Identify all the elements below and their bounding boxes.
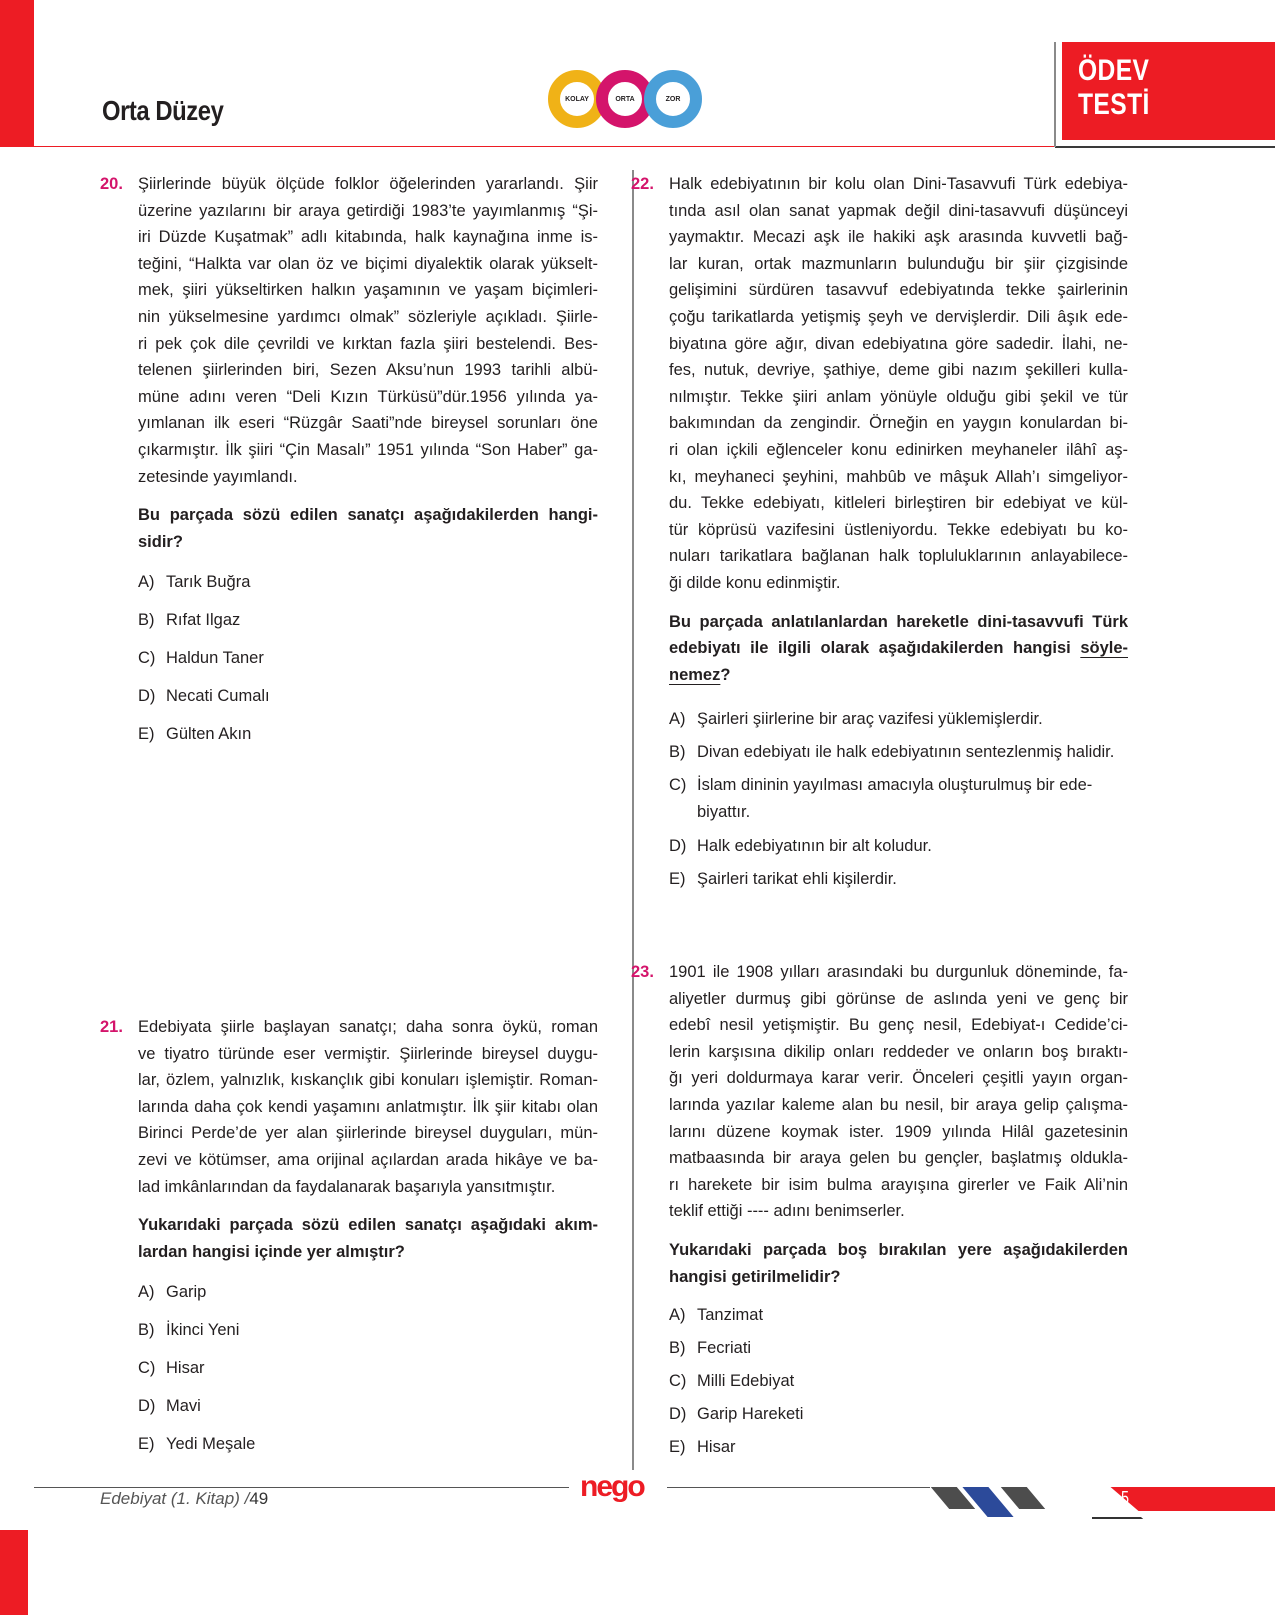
passage-line: larını düzene koymak ister. 1909 yılında Hilâl gazetesinin xyxy=(669,1122,1128,1141)
question-23 xyxy=(631,959,1128,1467)
option-text: Halk edebiyatının bir alt koludur. xyxy=(697,837,932,856)
homework-test-badge xyxy=(1062,42,1275,140)
passage-line: du. Tekke edebiyatı, kitleleri birleştiren bir edebiyat ve kül- xyxy=(669,494,1128,513)
passage-line: teklif ettiği ---- adını benimserler. xyxy=(669,1202,905,1221)
option-letter: E) xyxy=(669,1438,686,1457)
passage-line: larında yazılar kaleme alan bu nesil, bir araya gelip çalışma- xyxy=(669,1095,1128,1114)
option-c[interactable] xyxy=(138,1355,598,1393)
option-text: Gülten Akın xyxy=(166,725,252,744)
passage-line: Şiirlerinde büyük ölçüde folklor öğelerinden yararlandı. Şiir xyxy=(138,175,598,193)
difficulty-label-orta: ORTA xyxy=(615,95,635,103)
option-letter: A) xyxy=(669,1306,686,1325)
passage-line: ği dilde konu edinmiştir. xyxy=(669,573,841,592)
difficulty-ring-zor xyxy=(644,70,702,128)
passage-line: ve tiyatro türünde eser vermiştir. Şiirlerinde bireysel duygu- xyxy=(138,1044,598,1063)
stem-line xyxy=(669,662,1128,689)
passage-line: rı harekete bir isim bulma arayışına girerler ve Faik Ali’nin xyxy=(669,1175,1128,1194)
passage-line: lerin karşısına dikilip onları reddeder ve onların boş bıraktı- xyxy=(669,1042,1128,1061)
passage-line: edebî nesil yetişmiştir. Bu genç nesil, Edebiyat-ı Cedide’ci- xyxy=(669,1016,1128,1035)
question-passage xyxy=(669,171,1128,597)
footer-divider-left xyxy=(34,1487,569,1488)
option-d[interactable] xyxy=(669,1401,1128,1434)
passage-line: yımlanan ilk eseri “Rüzgâr Saati”nde bireysel sorunları öne xyxy=(138,414,598,433)
option-text: Rıfat Ilgaz xyxy=(166,611,241,630)
option-c[interactable] xyxy=(138,645,598,683)
option-text: İkinci Yeni xyxy=(166,1321,240,1340)
option-text: Haldun Taner xyxy=(166,649,264,668)
option-letter: B) xyxy=(669,743,686,762)
answer-options xyxy=(138,569,598,759)
option-text-line: İslam dininin yayılması amacıyla oluşturulmuş bir ede- xyxy=(697,776,1093,795)
stem-text: ? xyxy=(720,665,731,684)
stem-line: lardan hangisi içinde yer almıştır? xyxy=(138,1242,405,1261)
passage-line: teğini, “Halkta var olan öz ve biçimi diyalektik olarak yükselt- xyxy=(138,254,598,273)
option-a[interactable] xyxy=(138,569,598,607)
passage-line: fes, nutuk, devriye, şathiye, deme gibi nazım şekilleri kulla- xyxy=(669,361,1128,380)
passage-line: biyatına göre ağır, divan edebiyatına göre sadedir. İlahi, ne- xyxy=(669,334,1128,353)
stem-emphasis-underlined: söyle- xyxy=(1080,639,1128,658)
option-text: Garip Hareketi xyxy=(697,1405,804,1424)
passage-line: lar, özlem, yalnızlık, kıskançlık gibi konuları işlemiştir. Roman- xyxy=(138,1071,598,1090)
option-letter: A) xyxy=(669,710,686,729)
passage-line: zevi ve kötümser, ama orijinal açılardan arada hikâye ve ba- xyxy=(138,1150,598,1169)
question-22 xyxy=(631,171,1128,899)
option-letter: A) xyxy=(138,1283,155,1302)
passage-line: Halk edebiyatının bir kolu olan Dini-Tasavvufi Türk edebiya- xyxy=(669,175,1128,193)
option-text: Şairleri şiirlerine bir araç vazifesi yüklemişlerdir. xyxy=(697,710,1043,729)
question-passage xyxy=(669,959,1128,1225)
passage-line: nılmıştır. Tekke şiiri anlam yönüyle olduğu gibi şekil ve tür xyxy=(669,387,1128,406)
publisher-logo: nego xyxy=(580,1470,644,1503)
stripe-dark xyxy=(1001,1487,1045,1509)
option-text: Yedi Meşale xyxy=(166,1435,256,1454)
passage-line: tında asıl olan sanat yapmak değil dini-tasavvufi düşünceyi xyxy=(669,201,1128,220)
level-title: Orta Düzey xyxy=(102,95,224,126)
question-stem xyxy=(669,609,1128,689)
option-d[interactable] xyxy=(138,1393,598,1431)
option-b[interactable] xyxy=(669,739,1128,772)
passage-line: tür köprüsü vazifesini üstleniyordu. Tekke edebiyatı bu ko- xyxy=(669,520,1128,539)
stem-line: Yukarıdaki parçada boş bırakılan yere aşağıdakilerden xyxy=(669,1240,1128,1259)
option-text: Garip xyxy=(166,1283,207,1302)
option-text: Necati Cumalı xyxy=(166,687,270,706)
question-number: 23. xyxy=(631,963,654,981)
option-b[interactable] xyxy=(138,607,598,645)
badge-line-2: TESTİ xyxy=(1078,88,1150,121)
option-letter: E) xyxy=(669,870,686,889)
book-reference xyxy=(100,1489,268,1509)
passage-line: lar kuran, ortak mazmunların bulunduğu bir şiir çizgisinde xyxy=(669,254,1128,273)
stem-line: hangisi getirilmelidir? xyxy=(669,1267,841,1286)
option-text: Hisar xyxy=(697,1438,736,1457)
passage-line: zetesinde yayımlandı. xyxy=(138,467,298,486)
passage-line: çıkarmıştır. İlk şiiri “Çin Masalı” 1951 yılında “Son Haber” ga- xyxy=(138,440,598,459)
option-letter: D) xyxy=(669,1405,687,1424)
option-d[interactable] xyxy=(669,833,1128,866)
test-number: 5 xyxy=(1121,1488,1130,1508)
option-b[interactable] xyxy=(138,1317,598,1355)
question-number: 20. xyxy=(100,175,123,193)
stem-line: Bu parçada sözü edilen sanatçı aşağıdakilerden hangi- xyxy=(138,506,598,525)
stem-line: sidir? xyxy=(138,532,183,551)
passage-line: larında daha çok kendi yaşamını anlatmıştır. İlk şiir kitabı olan xyxy=(138,1097,598,1116)
passage-line: müne adını veren “Deli Kızın Türküsü”dür.1956 yılında ya- xyxy=(138,387,598,406)
option-e[interactable] xyxy=(669,1434,1128,1467)
passage-line: mek, şiiri yükseltirken halkın yaşamının ve yaşam biçimleri- xyxy=(138,281,598,300)
stem-emphasis-underlined: nemez xyxy=(669,665,721,684)
option-letter: B) xyxy=(138,611,155,630)
stem-line xyxy=(669,635,1128,662)
option-text: Hisar xyxy=(166,1359,205,1378)
red-accent-bar-top xyxy=(0,0,34,147)
homework-box-edge xyxy=(1054,42,1056,147)
option-c[interactable] xyxy=(669,772,1128,833)
question-stem xyxy=(138,502,598,555)
book-label: Edebiyat (1. Kitap) / xyxy=(100,1489,250,1508)
passage-line: ri pek çok dile çevrildi ve kırktan fazla şiiri bestelendi. Bes- xyxy=(138,334,598,353)
passage-line: 1901 ile 1908 yılları arasındaki bu durgunluk döneminde, fa- xyxy=(669,963,1128,981)
option-letter: D) xyxy=(138,687,156,706)
option-text: Divan edebiyatı ile halk edebiyatının sentezlenmiş halidir. xyxy=(697,743,1115,762)
question-stem xyxy=(138,1212,598,1265)
option-e[interactable] xyxy=(138,1431,598,1469)
option-text: Tanzimat xyxy=(697,1306,764,1325)
passage-line: yaymaktır. Mecazi aşk ile hakiki aşk arasında kuvvetli bağ- xyxy=(669,228,1128,247)
option-c[interactable] xyxy=(669,1368,1128,1401)
passage-line: nuları tarikatlara bağlanan halk topluluklarının anlayabilece- xyxy=(669,547,1128,566)
answer-options xyxy=(138,1279,598,1469)
header-divider xyxy=(34,146,1054,147)
stem-line: Bu parçada anlatılanlardan hareketle dini-tasavvufi Türk xyxy=(669,612,1128,631)
option-letter: D) xyxy=(669,837,687,856)
book-page-number: 49 xyxy=(249,1489,269,1508)
passage-line: Edebiyata şiirle başlayan sanatçı; daha sonra öykü, roman xyxy=(138,1018,598,1036)
option-text xyxy=(697,772,1092,833)
option-letter: D) xyxy=(138,1397,156,1416)
option-letter: C) xyxy=(669,1372,687,1391)
badge-line-1: ÖDEV xyxy=(1078,54,1150,87)
question-number: 21. xyxy=(100,1018,123,1036)
option-b[interactable] xyxy=(669,1335,1128,1368)
answer-options xyxy=(669,706,1128,899)
stem-line: Yukarıdaki parçada sözü edilen sanatçı aşağıdaki akım- xyxy=(138,1216,598,1235)
option-text: Şairleri tarikat ehli kişilerdir. xyxy=(697,870,897,889)
option-letter: C) xyxy=(138,1359,156,1378)
question-stem xyxy=(669,1237,1128,1290)
question-number: 22. xyxy=(631,175,654,193)
passage-line: çoğu tarikatlarda yetişmiş şeyh ve dervişlerdir. Dili âşık ede- xyxy=(669,307,1128,326)
difficulty-label-kolay: KOLAY xyxy=(565,95,589,103)
option-letter: C) xyxy=(138,649,156,668)
passage-line: bakımından da zengindir. Örneğin en yaygın konulardan bi- xyxy=(669,414,1128,433)
passage-line: lad imkânlarından da faydalanarak başarıyla yansıtmıştır. xyxy=(138,1177,556,1196)
footer-divider-mid xyxy=(667,1487,930,1488)
passage-line: kı, meyhaneci şeyhini, mahbûb ve mâşuk Allah’ı simgeliyor- xyxy=(669,467,1128,486)
passage-line: ri olan içkili eğlenceler konu edinirken meyhaneler ilâhî aş- xyxy=(669,440,1128,459)
column-divider xyxy=(632,170,634,1470)
question-21 xyxy=(100,1014,598,1469)
option-letter: B) xyxy=(138,1321,155,1340)
passage-line: aliyetler durmuş gibi görünse de aslında yeni ve genç bir xyxy=(669,989,1128,1008)
option-letter: A) xyxy=(138,573,155,592)
option-text: Tarık Buğra xyxy=(166,573,251,592)
option-letter: C) xyxy=(669,776,687,795)
header-divider-right xyxy=(1055,146,1275,148)
option-letter: B) xyxy=(669,1339,686,1358)
passage-line: iri Düzde Kuşatmak” adlı kitabında, halk kaynağına inme is- xyxy=(138,228,598,247)
option-text: Fecriati xyxy=(697,1339,752,1358)
passage-line: ğı yeri doldurmaya karar verir. Önceleri çeşitli yayın organ- xyxy=(669,1069,1128,1088)
passage-line: matbaasında bir araya gelen bu gençler, başlatmış oldukla- xyxy=(669,1149,1128,1168)
passage-line: gelişimini sürdüren tasavvuf edebiyatında tekke şairlerinin xyxy=(669,281,1128,300)
difficulty-rings-logo xyxy=(548,70,708,130)
question-passage xyxy=(138,1014,598,1200)
option-d[interactable] xyxy=(138,683,598,721)
question-20 xyxy=(100,171,598,759)
passage-line: nin yükselmesine yardımcı olmak” sözleriyle açıkladı. Şiirle- xyxy=(138,307,598,326)
option-text-line: biyattır. xyxy=(697,802,751,821)
option-letter: E) xyxy=(138,1435,155,1454)
passage-line: Birinci Perde’de yer alan şiirlerinde bireysel duyguları, mün- xyxy=(138,1124,598,1143)
passage-line: üzerine yazılarını bir araya getirdiği 1983’te yayımlanmış “Şi- xyxy=(138,201,598,220)
option-text: Mavi xyxy=(166,1397,201,1416)
answer-options xyxy=(669,1302,1128,1467)
option-a[interactable] xyxy=(669,706,1128,739)
question-passage xyxy=(138,171,598,490)
red-accent-bar-bottom xyxy=(0,1530,28,1615)
option-text: Milli Edebiyat xyxy=(697,1372,795,1391)
option-e[interactable] xyxy=(138,721,598,759)
option-e[interactable] xyxy=(669,866,1128,899)
passage-line: telenen şiirlerinden biri, Sezen Aksu’nun 1993 tarihli albü- xyxy=(138,361,598,380)
difficulty-label-zor: ZOR xyxy=(665,95,681,103)
option-letter: E) xyxy=(138,725,155,744)
option-a[interactable] xyxy=(138,1279,598,1317)
option-a[interactable] xyxy=(669,1302,1128,1335)
decorative-stripes xyxy=(930,1487,1080,1517)
stem-text: edebiyatı ile ilgili olarak aşağıdakilerden hangisi xyxy=(669,639,1081,658)
